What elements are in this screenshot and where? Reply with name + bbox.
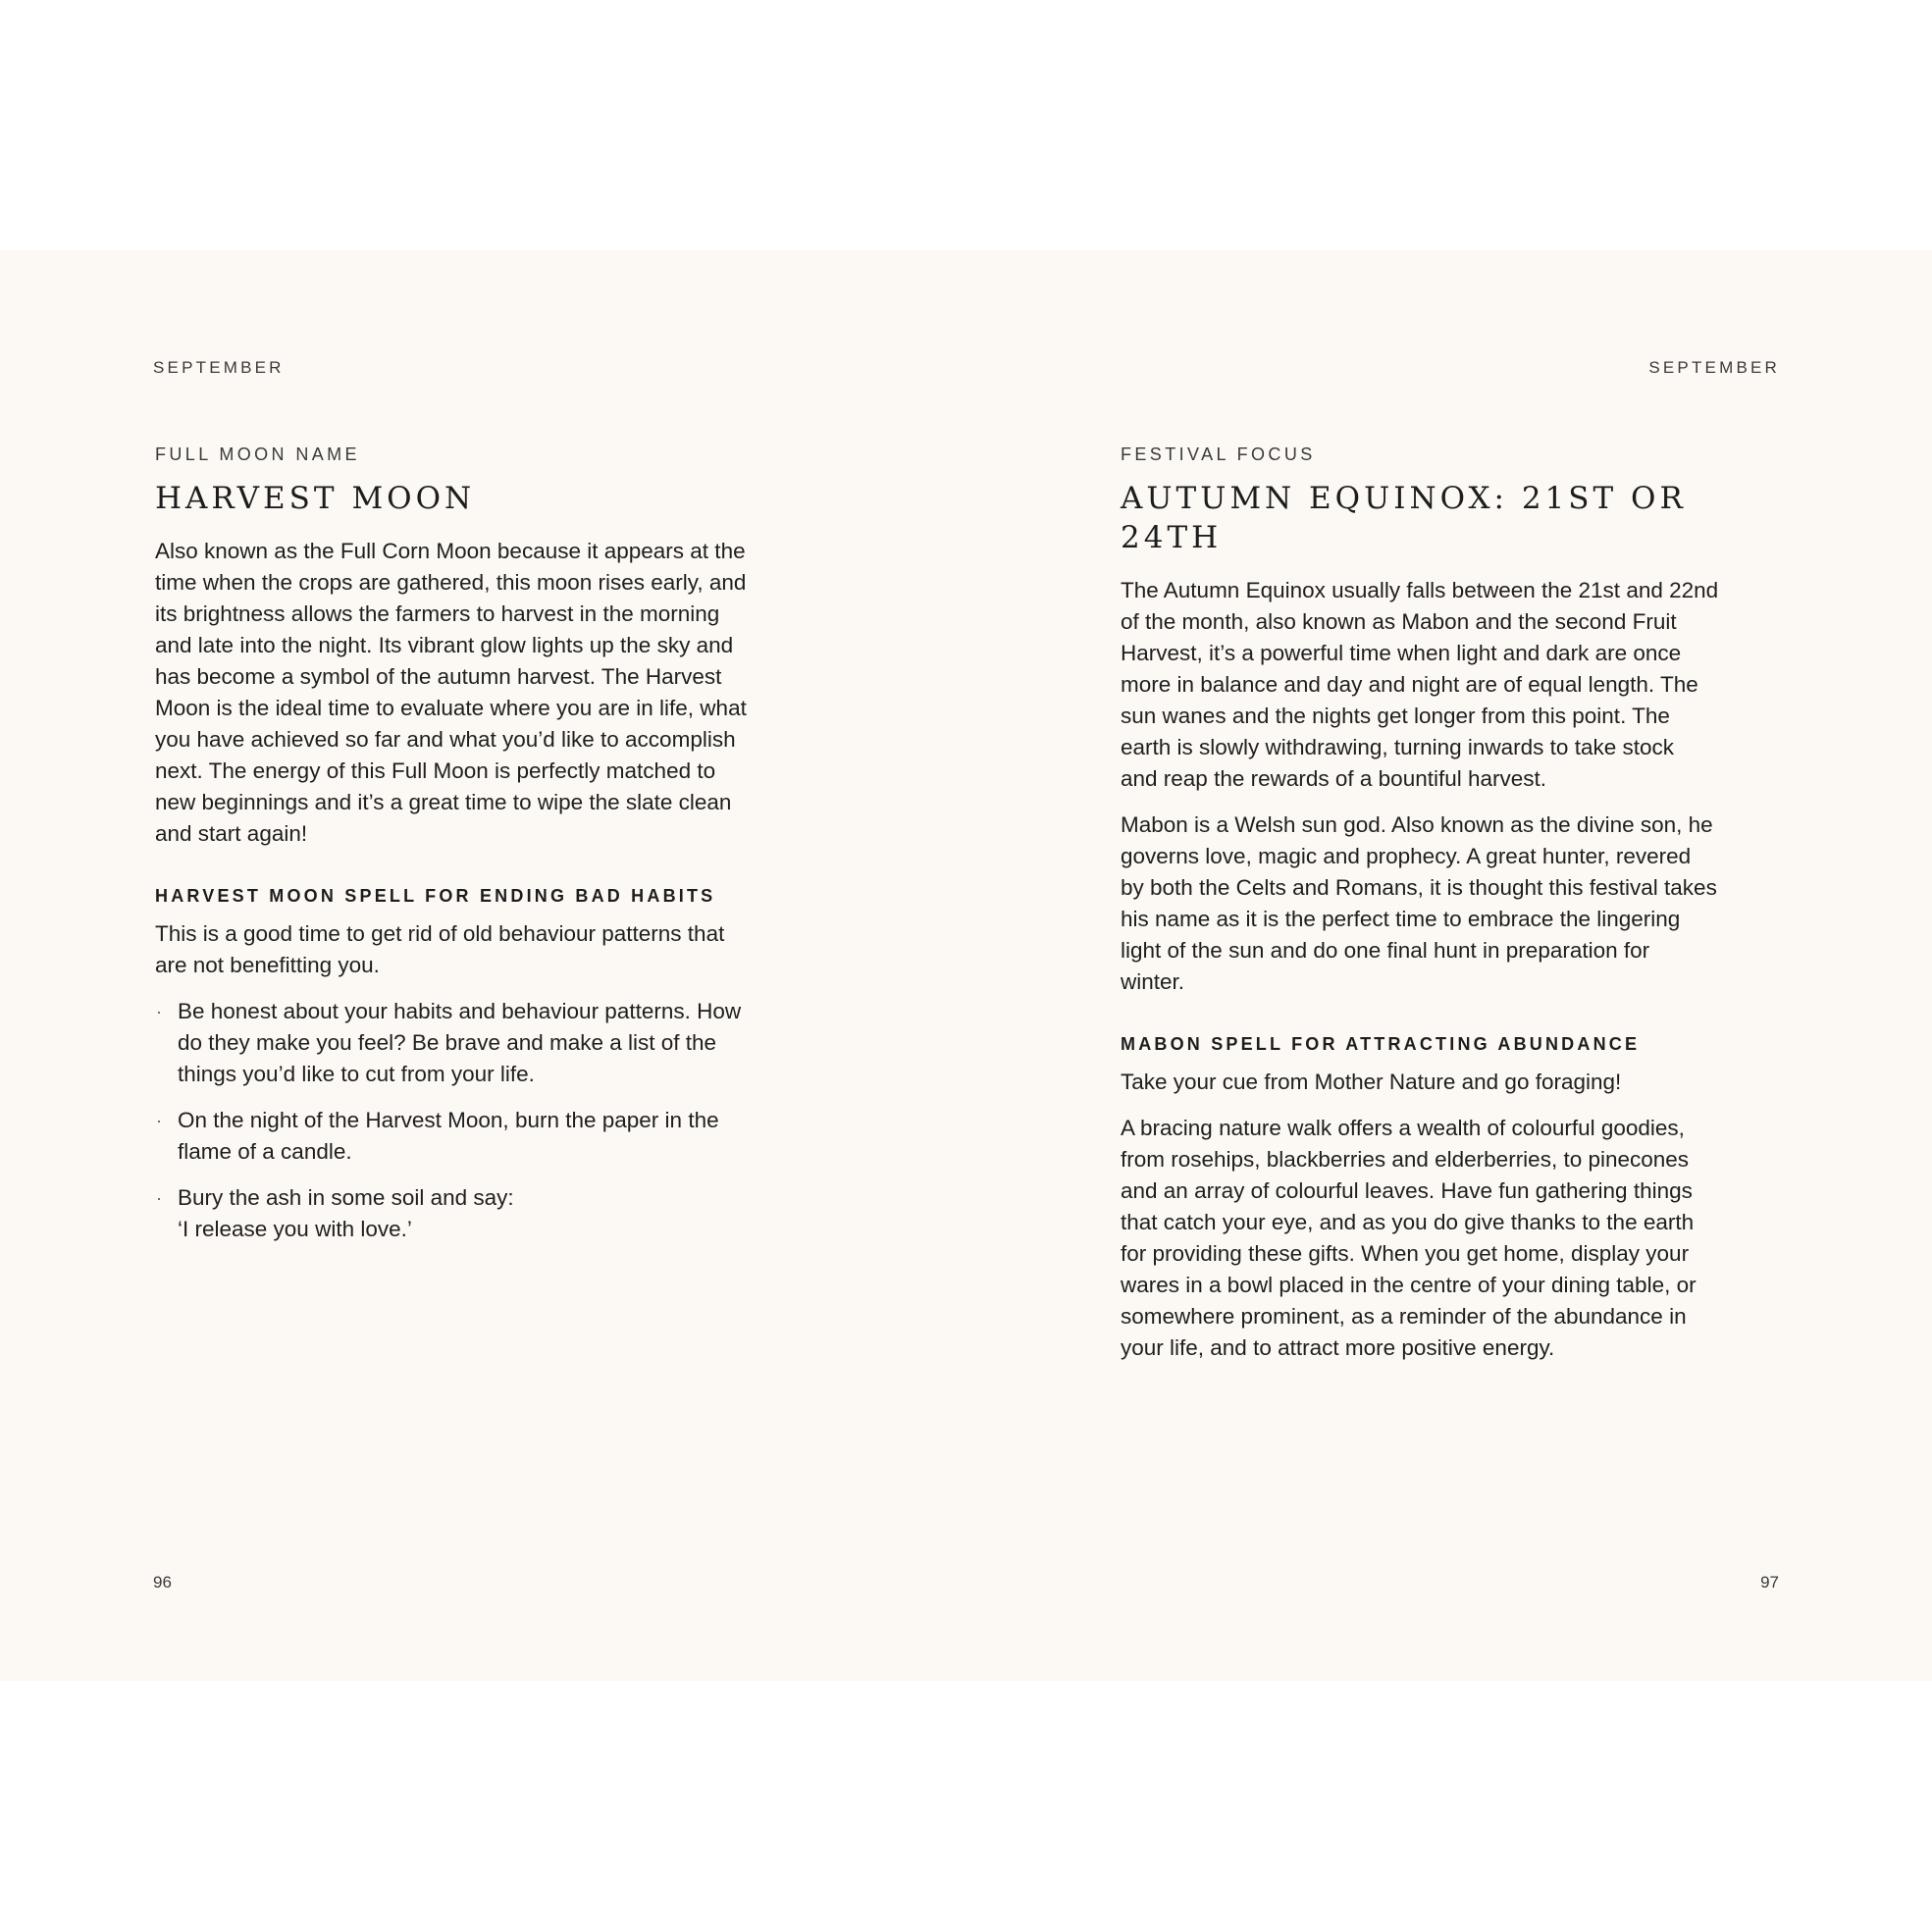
left-page xyxy=(0,250,966,1681)
spell-heading: HARVEST MOON SPELL FOR ENDING BAD HABITS xyxy=(155,886,716,906)
spell-body-paragraph: A bracing nature walk offers a wealth of colourful goodies, from rosehips, blackberries and elderberries, to pinecones and an array of colourful leaves. Have fun gathering things that catch your eye, and as you do give thanks to the earth for providing these gifts. When you get home, display your wares in a bowl placed in the centre of your dining table, or somewhere prominent, as a reminder of the abundance in your life, and to attract more positive energy. xyxy=(1121,1116,1697,1360)
list-item: · On the night of the Harvest Moon, burn the paper in the flame of a candle. xyxy=(155,1105,822,1168)
section-title: HARVEST MOON xyxy=(155,481,476,516)
section-kicker: FULL MOON NAME xyxy=(155,444,360,464)
list-item: · Bury the ash in some soil and say: ‘I release you with love.’ xyxy=(155,1182,822,1245)
spell-heading: MABON SPELL FOR ATTRACTING ABUNDANCE xyxy=(1121,1034,1641,1054)
bullet-dot-icon: · xyxy=(156,1002,162,1021)
section-kicker: FESTIVAL FOCUS xyxy=(1121,444,1316,464)
intro-paragraph: Also known as the Full Corn Moon because it appears at the time when the crops are gathered, this moon rises early, and its brightness allows the farmers to harvest in the morning and late into the night. Its vibrant glow lights up the sky and has become a symbol of the autumn harvest. The Harvest Moon is the ideal time to evaluate where you are in life, what you have achieved so far and what you’d like to accomplish next. The energy of this Full Moon is perfectly matched to new beginnings and it’s a great time to wipe the slate clean and start again! xyxy=(155,539,747,846)
list-item: · Be honest about your habits and behaviour patterns. How do they make you feel? Be brave and make a list of the things you’d like to cut from your life. xyxy=(155,996,822,1090)
bullet-dot-icon: · xyxy=(156,1188,162,1208)
spell-intro-paragraph: Take your cue from Mother Nature and go foraging! xyxy=(1121,1070,1622,1094)
page-number: 97 xyxy=(1760,1573,1779,1592)
left-content xyxy=(155,444,822,1260)
right-content xyxy=(1121,444,1788,1379)
equinox-paragraph: The Autumn Equinox usually falls between the 21st and 22nd of the month, also known as Mabon and the second Fruit Harvest, it’s a powerful time when light and dark are once more in balance and day and night are of equal length. The sun wanes and the nights get longer from this point. The earth is slowly withdrawing, turning inwards to take stock and reap the rewards of a bountiful harvest. xyxy=(1121,578,1719,791)
book-spread xyxy=(0,250,1932,1681)
bullet-dot-icon: · xyxy=(156,1111,162,1130)
running-head: SEPTEMBER xyxy=(153,358,285,377)
spell-intro-paragraph: This is a good time to get rid of old behaviour patterns that are not benefitting you. xyxy=(155,921,725,977)
section-title: AUTUMN EQUINOX: 21ST OR 24TH xyxy=(1121,481,1687,555)
spell-steps-list xyxy=(155,996,822,1245)
page-number: 96 xyxy=(153,1573,172,1592)
right-page xyxy=(966,250,1932,1681)
running-head: SEPTEMBER xyxy=(1648,358,1780,377)
mabon-paragraph: Mabon is a Welsh sun god. Also known as the divine son, he governs love, magic and prophecy. A great hunter, revered by both the Celts and Romans, it is thought this festival takes his name as it is the perfect time to embrace the lingering light of the sun and do one final hunt in preparation for winter. xyxy=(1121,812,1717,994)
